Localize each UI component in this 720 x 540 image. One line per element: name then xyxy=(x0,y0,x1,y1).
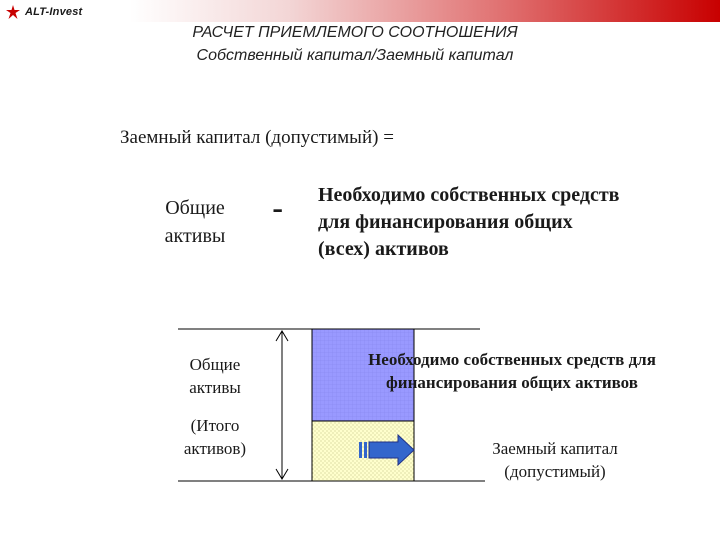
diagram-left-line2: активы xyxy=(189,378,241,397)
formula-term2-line3: (всех) активов xyxy=(318,238,449,260)
diagram-bottom-line1: Заемный капитал xyxy=(492,439,618,458)
diagram-left-line1: Общие xyxy=(189,355,241,374)
formula-term1-line1: Общие xyxy=(165,197,225,219)
formula-term2-line1: Необходимо собственных средств xyxy=(318,184,620,206)
formula-lhs: Заемный капитал (допустимый) = xyxy=(120,127,394,148)
diagram-total-assets-sub-label xyxy=(160,414,270,460)
diagram-left-sub-line1: (Итого xyxy=(190,416,240,435)
logo-text: ALT-Invest xyxy=(25,6,83,18)
formula-term1-line2: активы xyxy=(164,225,226,247)
formula-term2-line2: для финансирования общих xyxy=(318,211,573,233)
diagram-left-sub-line2: активов) xyxy=(183,439,247,458)
page-title: РАСЧЕТ ПРИЕМЛЕМОГО СООТНОШЕНИЯ xyxy=(192,24,518,41)
diagram-top-line2: финансирования общих активов xyxy=(386,373,638,392)
page-subtitle: Собственный капитал/Заемный капитал xyxy=(196,47,514,64)
diagram-bottom-line2: (допустимый) xyxy=(504,462,606,481)
diagram-total-assets-label xyxy=(165,353,265,399)
diagram-allowed-debt-label xyxy=(470,437,640,483)
diagram-top-line1: Необходимо собственных средств для xyxy=(368,350,656,369)
diagram-required-equity-label xyxy=(332,348,692,394)
formula-minus-operator: - xyxy=(272,190,284,228)
